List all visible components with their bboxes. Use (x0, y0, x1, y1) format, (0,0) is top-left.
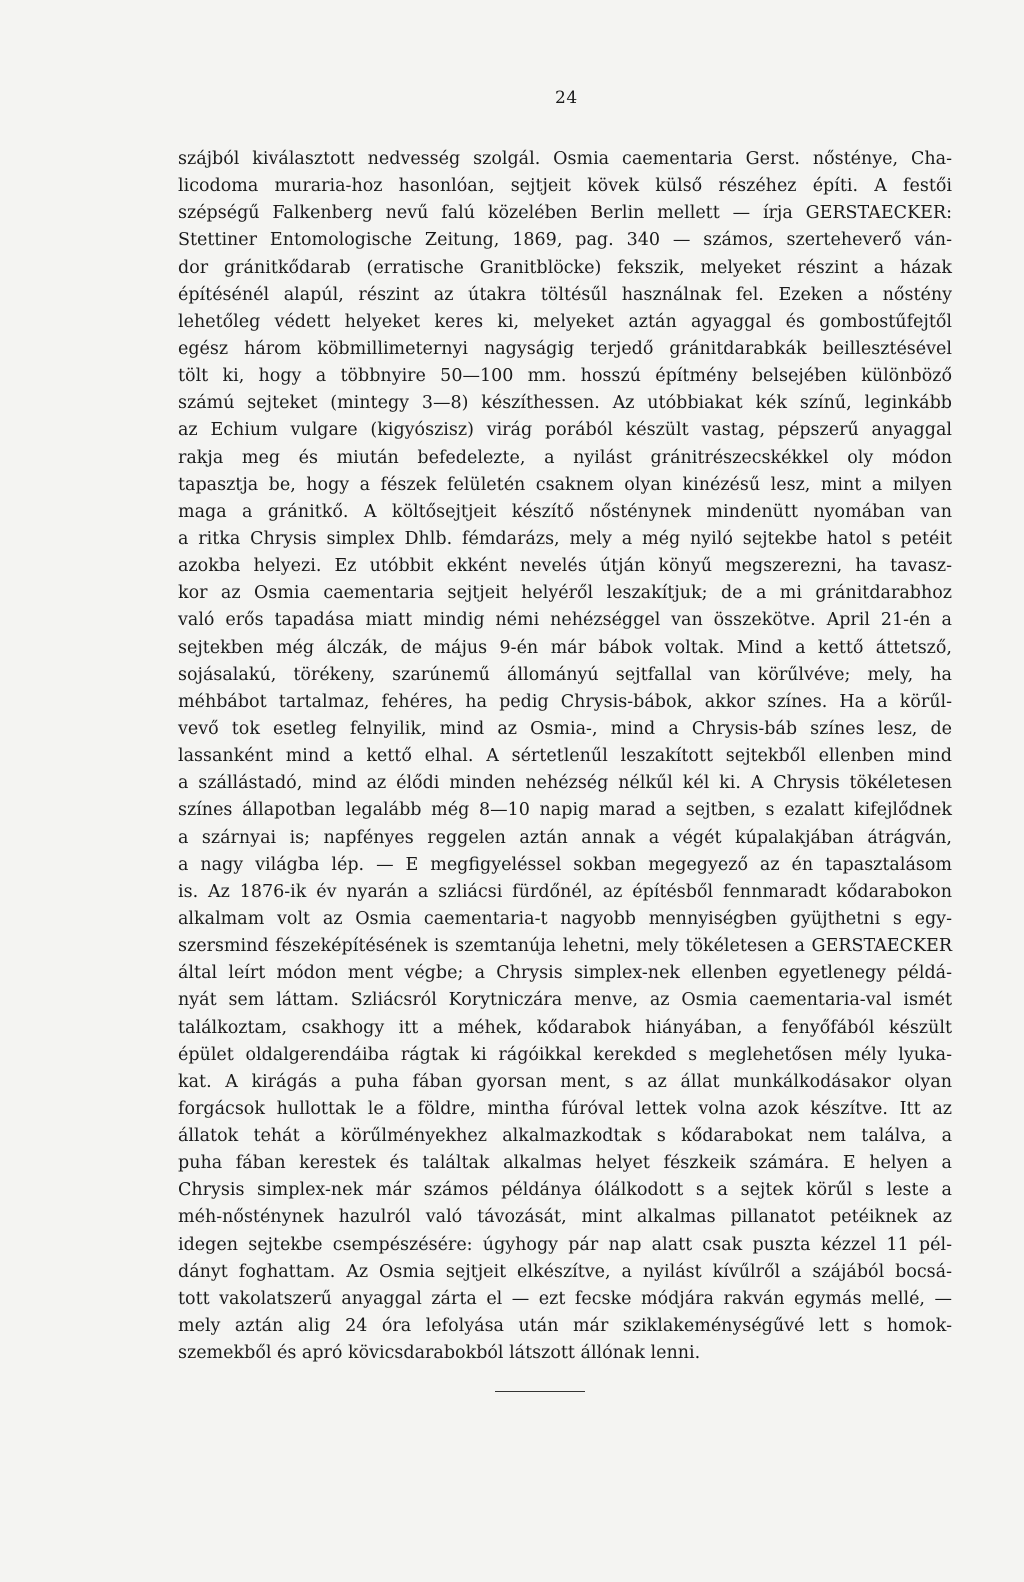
text-line: forgácsok hullottak le a földre, mintha fúróval lettek volna azok készítve. Itt az (178, 1098, 952, 1119)
text-line: színes állapotban legalább még 8—10 napig marad a sejtben, s ezalatt kifejlődnek (178, 800, 952, 821)
text-line: az Echium vulgare (kigyószisz) virág porából készült vastag, pépszerű anyaggal (178, 420, 952, 441)
text-line: tott vakolatszerű anyaggal zárta el — ezt fecske módjára rakván egymás mellé, — (178, 1288, 952, 1309)
text-line: való erős tapadása miatt mindig némi nehézséggel van összekötve. April 21-én a (178, 610, 952, 631)
text-line: azokba helyezi. Ez utóbbit ekként nevelés útján könyű megszerezni, ha tavasz- (178, 556, 952, 577)
body-text (178, 146, 952, 1367)
text-line: Stettiner Entomologische Zeitung, 1869, pag. 340 — számos, szerteheverő ván- (178, 230, 952, 251)
text-line: a szállástadó, mind az élődi minden nehézség nélkűl kél ki. A Chrysis tökéletesen (178, 773, 952, 794)
text-line: dor gránitkődarab (erratische Granitblöcke) fekszik, melyeket részint a házak (178, 257, 952, 278)
end-rule (495, 1391, 585, 1392)
text-line: állatok tehát a körűlményekhez alkalmazkodtak s kődarabokat nem találva, a (178, 1126, 952, 1147)
text-line: szájból kiválasztott nedvesség szolgál. Osmia caementaria Gerst. nősténye, Cha- (178, 149, 952, 169)
text-line: szépségű Falkenberg nevű falú közelében Berlin mellett — írja GERSTAECKER: (178, 203, 952, 224)
text-line-last: szemekből és apró kövicsdarabokból látszott állónak lenni. (178, 1343, 701, 1364)
text-line: maga a gránitkő. A költősejtjeit készítő nősténynek mindenütt nyomában van (178, 501, 952, 522)
text-line: licodoma muraria-hoz hasonlóan, sejtjeit kövek külső részéhez építi. A festői (178, 176, 952, 197)
text-line: Chrysis simplex-nek már számos példánya ólálkodott s a sejtek körűl s leste a (178, 1180, 952, 1201)
text-line: lehetőleg védett helyeket keres ki, melyeket aztán agyaggal és gombostűfejtől (178, 311, 952, 332)
text-line: vevő tok esetleg felnyilik, mind az Osmia-, mind a Chrysis-báb színes lesz, de (178, 718, 952, 739)
text-line: puha fában kerestek és találtak alkalmas helyet fészkeik számára. E helyen a (178, 1153, 952, 1174)
text-line: mely aztán alig 24 óra lefolyása után már sziklakeménységűvé lett s homok- (178, 1316, 952, 1337)
text-line: tölt ki, hogy a többnyire 50—100 mm. hosszú építmény belsejében különböző (178, 366, 952, 387)
text-line: méhbábot tartalmaz, fehéres, ha pedig Chrysis-bábok, akkor színes. Ha a körűl- (178, 691, 952, 712)
text-line: építésénél alapúl, részint az útakra töltésűl használnak fel. Ezeken a nőstény (178, 284, 952, 305)
text-line: tapasztja be, hogy a fészek felületén csaknem olyan kinézésű lesz, mint a milyen (178, 474, 952, 495)
text-line: a nagy világba lép. — E megfigyeléssel sokban megegyező az én tapasztalásom (178, 854, 952, 875)
text-line: kor az Osmia caementaria sejtjeit helyéről leszakítjuk; de a mi gránitdarabhoz (178, 583, 952, 604)
text-line: épület oldalgerendáiba rágtak ki rágóikkal kerekded s meglehetősen mély lyuka- (178, 1044, 952, 1065)
text-line: számú sejteket (mintegy 3—8) készíthessen. Az utóbbiakat kék színű, leginkább (178, 393, 952, 414)
page-number: 24 (555, 88, 578, 108)
text-line: méh-nősténynek hazulról való távozását, mint alkalmas pillanatot petéiknek az (178, 1207, 952, 1228)
text-line: a ritka Chrysis simplex Dhlb. fémdarázs, mely a még nyiló sejtekbe hatol s petéit (178, 528, 952, 549)
text-line: sejtekben még álczák, de május 9-én már bábok voltak. Mind a kettő áttetsző, (178, 637, 952, 658)
text-line: alkalmam volt az Osmia caementaria-t nagyobb mennyiségben gyüjthetni s egy- (178, 908, 952, 929)
text-line: kat. A kirágás a puha fában gyorsan ment, s az állat munkálkodásakor olyan (178, 1071, 952, 1092)
text-line: lassanként mind a kettő elhal. A sértetlenűl leszakított sejtekből ellenben mind (178, 746, 952, 767)
text-line: idegen sejtekbe csempészésére: úgyhogy pár nap alatt csak puszta kézzel 11 pél- (178, 1234, 952, 1255)
text-line: egész három köbmillimeternyi nagyságig terjedő gránitdarabkák beillesztésével (178, 338, 952, 359)
text-line: rakja meg és miután befedelezte, a nyilást gránitrészecskékkel oly módon (178, 447, 952, 468)
text-line: által leírt módon ment végbe; a Chrysis simplex-nek ellenben egyetlenegy példá- (178, 963, 952, 984)
text-line: nyát sem láttam. Szliácsról Korytniczára menve, az Osmia caementaria-val ismét (178, 990, 952, 1011)
text-line: is. Az 1876-ik év nyarán a szliácsi fürdőnél, az építésből fennmaradt kődarabokon (178, 881, 952, 902)
text-line: találkoztam, csakhogy itt a méhek, kődarabok hiányában, a fenyőfából készült (178, 1017, 952, 1038)
text-line: sojásalakú, törékeny, szarúnemű állományú sejtfallal van körűlvéve; mely, ha (178, 664, 952, 685)
text-line: a szárnyai is; napfényes reggelen aztán annak a végét kúpalakjában átrágván, (178, 827, 952, 848)
text-line: szersmind fészeképítésének is szemtanúja lehetni, mely tökéletesen a GERSTAECKER (178, 936, 952, 957)
text-line: dányt foghattam. Az Osmia sejtjeit elkészítve, a nyilást kívűlről a szájából bocsá- (178, 1261, 952, 1282)
